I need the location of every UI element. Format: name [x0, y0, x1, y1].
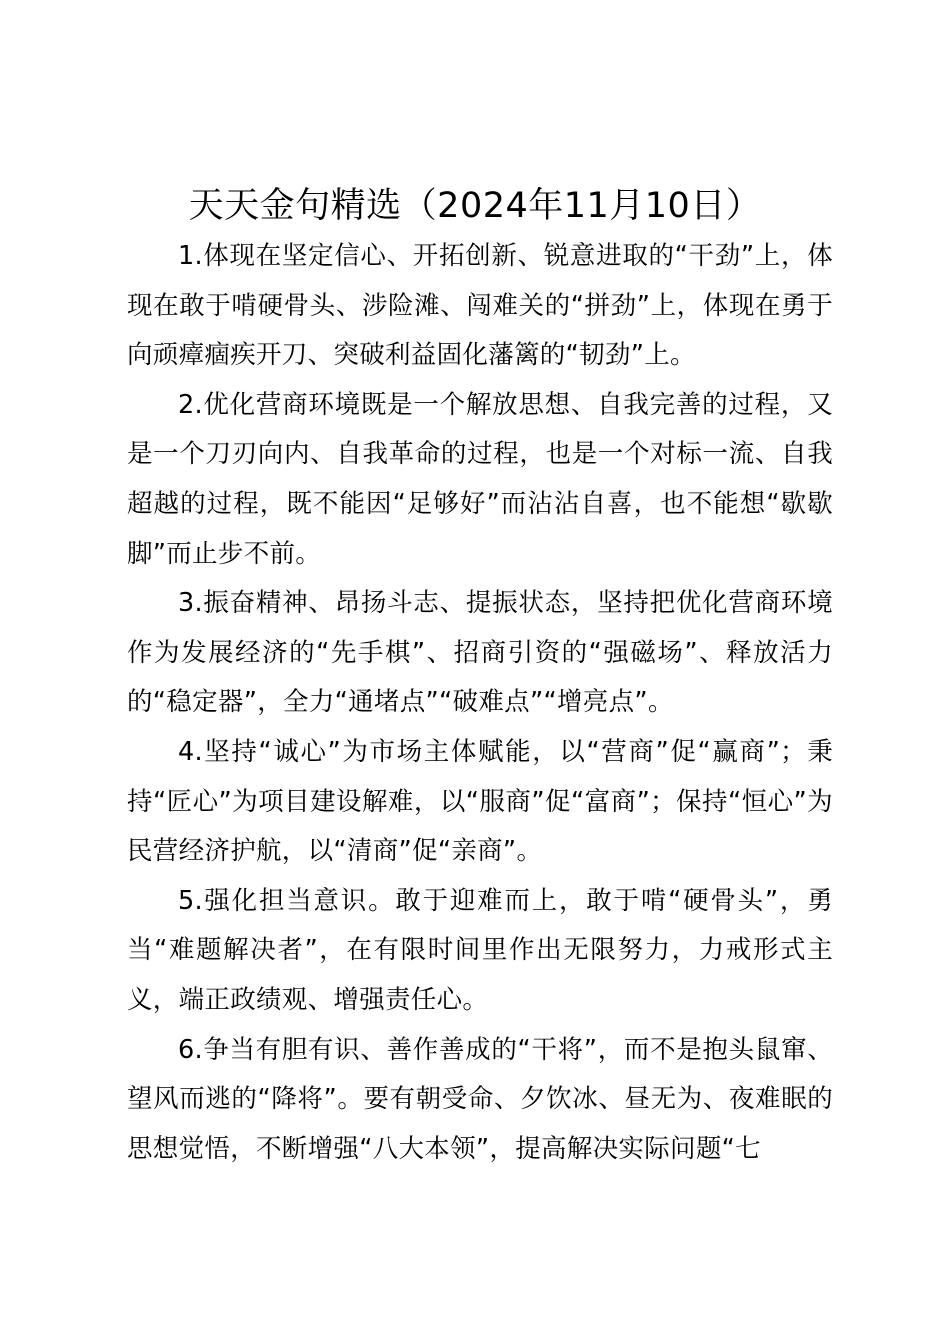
paragraph-1: 1.体现在坚定信心、开拓创新、锐意进取的“干劲”上，体现在敢于啃硬骨头、涉险滩、闯难关的“拼劲”上，体现在勇于向顽瘴痼疾开刀、突破利益固化藩篱的“韧劲”上。 [127, 241, 833, 371]
paragraph-5: 5.强化担当意识。敢于迎难而上，敢于啃“硬骨头”，勇当“难题解决者”，在有限时间里作出无限努力，力戒形式主义，端正政绩观、增强责任心。 [127, 885, 833, 1015]
paragraph-3: 3.振奋精神、昂扬斗志、提振状态，坚持把优化营商环境作为发展经济的“先手棋”、招商引资的“强磁场”、释放活力的“稳定器”，全力“通堵点”“破难点”“增亮点”。 [127, 588, 833, 718]
paragraph-2: 2.优化营商环境既是一个解放思想、自我完善的过程，又是一个刀刃向内、自我革命的过程，也是一个对标一流、自我超越的过程，既不能因“足够好”而沾沾自喜，也不能想“歇歇脚”而止步不前。 [127, 389, 833, 569]
paragraph-4: 4.坚持“诚心”为市场主体赋能，以“营商”促“赢商”；秉持“匠心”为项目建设解难，以“服商”促“富商”；保持“恒心”为民营经济护航，以“清商”促“亲商”。 [127, 736, 833, 867]
paragraph-6: 6.争当有胆有识、善作善成的“干将”，而不是抱头鼠窜、望风而逃的“降将”。要有朝受命、夕饮冰、昼无为、夜难眠的思想觉悟，不断增强“八大本领”，提高解决实际问题“七 [127, 1034, 833, 1164]
document-body [127, 232, 833, 1174]
document-title: 天天金句精选（2024年11月10日） [188, 186, 762, 226]
